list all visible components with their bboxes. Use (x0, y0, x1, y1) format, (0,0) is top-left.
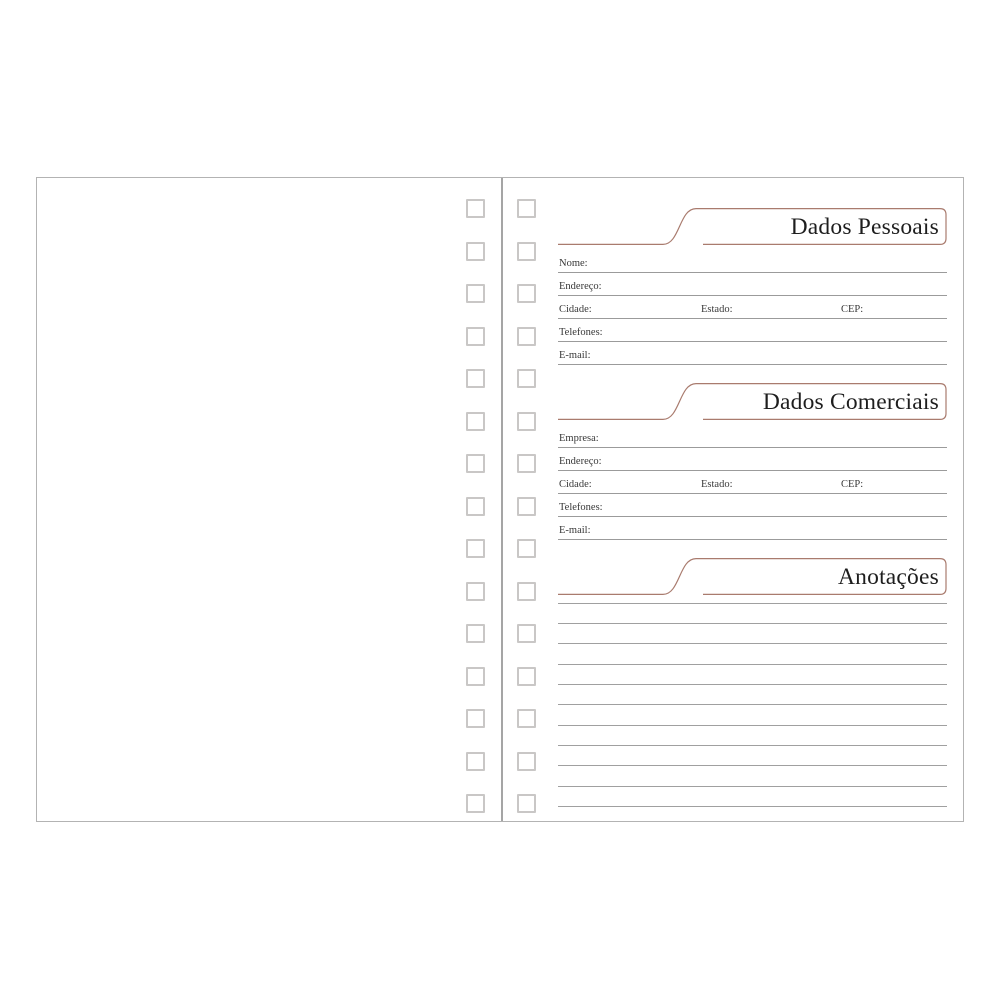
section-title: Anotações (838, 563, 939, 590)
form-field-row (558, 494, 947, 517)
punch-hole (517, 539, 536, 558)
punch-hole (466, 582, 485, 601)
punch-hole (466, 369, 485, 388)
ruled-line (558, 746, 947, 766)
notebook-spread (36, 177, 964, 822)
field-label-cep: CEP: (841, 303, 864, 315)
form-field-row (558, 342, 947, 365)
ruled-lines-anotacoes (558, 594, 947, 807)
punch-hole (466, 412, 485, 431)
punch-hole-column-right (517, 199, 536, 813)
punch-hole (466, 199, 485, 218)
field-label-cidade: Cidade: (559, 303, 592, 315)
ruled-line (558, 624, 947, 644)
punch-hole (517, 794, 536, 813)
field-label-endereco: Endereço: (559, 455, 602, 467)
form-field-row (558, 517, 947, 540)
field-label-estado: Estado: (701, 478, 733, 490)
punch-hole (517, 497, 536, 516)
section-tab-dados-comerciais (558, 383, 947, 420)
punch-hole (466, 667, 485, 686)
section-title: Dados Pessoais (790, 213, 939, 240)
field-label-nome: Nome: (559, 257, 588, 269)
field-label-endereco: Endereço: (559, 280, 602, 292)
field-label-telefones: Telefones: (559, 501, 603, 513)
field-label-email: E-mail: (559, 524, 591, 536)
ruled-line (558, 705, 947, 725)
section-title: Dados Comerciais (762, 388, 939, 415)
form-field-row (558, 419, 947, 448)
form-field-row (558, 448, 947, 471)
punch-hole (517, 327, 536, 346)
ruled-line (558, 604, 947, 624)
ruled-line (558, 787, 947, 807)
punch-hole (466, 709, 485, 728)
punch-hole (466, 794, 485, 813)
field-label-cep: CEP: (841, 478, 864, 490)
field-label-telefones: Telefones: (559, 326, 603, 338)
form-rows-dados-comerciais (558, 419, 947, 540)
ruled-line (558, 766, 947, 786)
right-page-content (558, 178, 947, 823)
ruled-line (558, 594, 947, 604)
form-field-row (558, 319, 947, 342)
ruled-line (558, 644, 947, 664)
punch-hole (466, 454, 485, 473)
section-tab-anotacoes (558, 558, 947, 595)
form-rows-dados-pessoais (558, 244, 947, 365)
field-label-cidade: Cidade: (559, 478, 592, 490)
page-gutter (501, 178, 503, 821)
punch-hole (517, 624, 536, 643)
field-label-estado: Estado: (701, 303, 733, 315)
punch-hole (466, 752, 485, 771)
punch-hole (517, 369, 536, 388)
form-field-row (558, 273, 947, 296)
form-field-row (558, 296, 947, 319)
section-tab-dados-pessoais (558, 208, 947, 245)
punch-hole (517, 752, 536, 771)
field-label-empresa: Empresa: (559, 432, 599, 444)
punch-hole (517, 199, 536, 218)
punch-hole (517, 582, 536, 601)
punch-hole (517, 709, 536, 728)
punch-hole (466, 539, 485, 558)
punch-hole (517, 454, 536, 473)
punch-hole (466, 284, 485, 303)
ruled-line (558, 685, 947, 705)
punch-hole (517, 667, 536, 686)
form-field-row (558, 471, 947, 494)
punch-hole (466, 327, 485, 346)
punch-hole (466, 624, 485, 643)
punch-hole (517, 412, 536, 431)
form-field-row (558, 244, 947, 273)
punch-hole-column-left (466, 199, 485, 813)
punch-hole (466, 242, 485, 261)
field-label-email: E-mail: (559, 349, 591, 361)
ruled-line (558, 665, 947, 685)
punch-hole (517, 242, 536, 261)
punch-hole (517, 284, 536, 303)
ruled-line (558, 726, 947, 746)
punch-hole (466, 497, 485, 516)
